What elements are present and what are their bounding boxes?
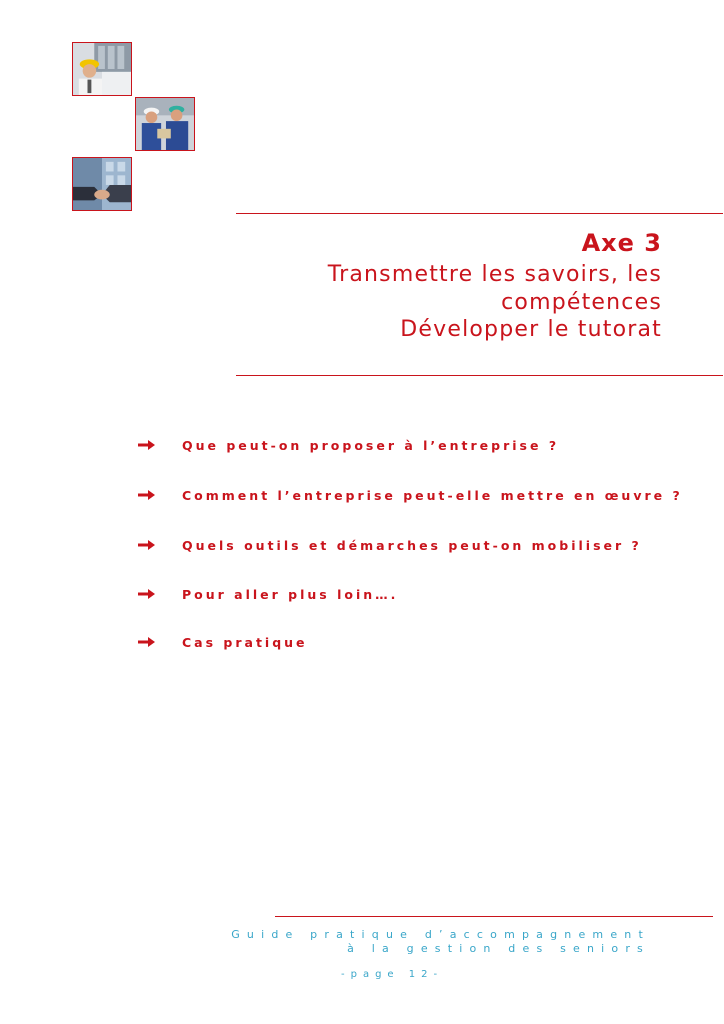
subtitle-line-3: Développer le tutorat: [400, 317, 662, 342]
right-arrow-icon: [136, 435, 158, 455]
handshake-photo: [72, 157, 132, 211]
footer-guide-line-2: à la gestion des seniors: [347, 942, 650, 955]
subtitle-line-2: compétences: [501, 290, 662, 315]
title-bottom-rule: [236, 375, 723, 376]
title-top-rule: [236, 213, 723, 214]
workers-with-clipboard-photo: [135, 97, 195, 151]
right-arrow-icon: [136, 485, 158, 505]
footer-rule: [275, 916, 713, 917]
page-number: -page 12-: [341, 969, 444, 980]
right-arrow-icon: [136, 632, 158, 652]
engineer-with-helmet-photo: [72, 42, 132, 96]
footer-guide-line-1: Guide pratique d’accompagnement: [231, 928, 650, 941]
menu-item-label: Pour aller plus loin….: [182, 587, 399, 602]
menu-item-label: Quels outils et démarches peut-on mobiliser ?: [182, 538, 642, 553]
right-arrow-icon: [136, 535, 158, 555]
menu-item-label: Que peut-on proposer à l’entreprise ?: [182, 438, 560, 453]
section-title: Axe 3: [581, 229, 662, 257]
menu-item-label: Comment l’entreprise peut-elle mettre en œuvre ?: [182, 488, 683, 503]
right-arrow-icon: [136, 584, 158, 604]
menu-item-label: Cas pratique: [182, 635, 308, 650]
subtitle-line-1: Transmettre les savoirs, les: [327, 262, 662, 287]
